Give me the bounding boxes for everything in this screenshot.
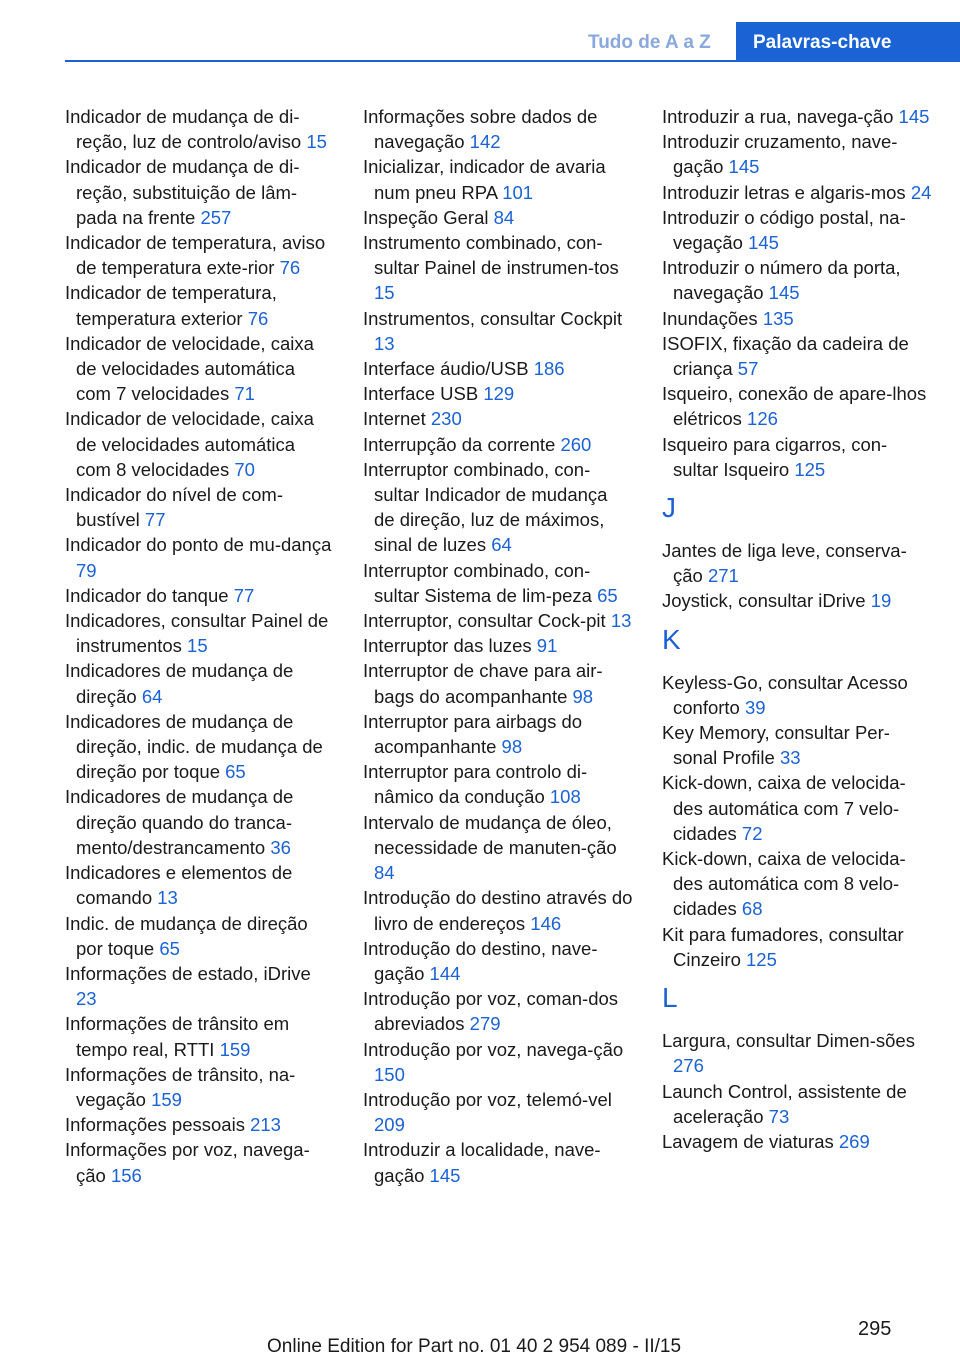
- index-entry: [363, 1137, 633, 1187]
- index-entry: [65, 1112, 335, 1137]
- index-entry-text: Introduzir a localidade, nave‐gação: [363, 1139, 601, 1186]
- index-entry: [363, 709, 633, 759]
- index-entry-text: Indicadores de mudança de direção: [65, 660, 294, 707]
- index-entry: [662, 255, 932, 305]
- index-entry: [662, 1028, 932, 1078]
- index-entry: [65, 709, 335, 785]
- index-entry-text: Inicializar, indicador de avaria num pneu RPA: [363, 156, 606, 203]
- index-entry: [662, 331, 932, 381]
- page-reference-link[interactable]: 73: [768, 1105, 790, 1127]
- index-entry-text: Indicador de mudança de di‐reção, luz de controlo/aviso: [65, 106, 302, 153]
- index-entry: [662, 720, 932, 770]
- page-reference-link[interactable]: 33: [779, 747, 801, 769]
- index-letter-heading: L: [662, 982, 678, 1014]
- page-reference-link[interactable]: 186: [533, 358, 565, 380]
- page-reference-link[interactable]: 65: [159, 937, 180, 959]
- index-entry: [65, 583, 335, 608]
- index-entry-text: Isqueiro, conexão de apare‐lhos elétricos: [662, 383, 927, 430]
- index-entry: [662, 180, 932, 205]
- index-entry: [363, 406, 633, 431]
- page-reference-link[interactable]: 145: [898, 106, 930, 127]
- index-entry: [363, 810, 633, 886]
- index-entry: [662, 670, 932, 720]
- index-entry-text: Introduzir o número da porta, navegação: [662, 257, 901, 304]
- index-entry-text: Intervalo de mudança de óleo, necessidade de manuten‐ção: [363, 811, 617, 858]
- index-entry-text: Indicadores de mudança de direção quando do tranca‐mento/destrancamento: [65, 786, 294, 858]
- page-reference-link[interactable]: 76: [247, 307, 269, 329]
- index-entry: [65, 280, 335, 330]
- index-entry: [662, 922, 932, 972]
- page-reference-link[interactable]: 101: [502, 181, 534, 203]
- page-reference-link[interactable]: 145: [429, 1164, 461, 1186]
- index-entry-text: Introdução do destino através do livro de endereços: [363, 887, 633, 934]
- index-entry-text: Introduzir o código postal, na‐vegação: [662, 206, 906, 254]
- page-reference-link[interactable]: 77: [144, 509, 166, 531]
- index-entry: [65, 658, 335, 708]
- page-reference-link[interactable]: 13: [374, 332, 395, 354]
- index-entry: [363, 356, 633, 381]
- index-column-2: [363, 104, 633, 1188]
- page-reference-link[interactable]: 271: [707, 565, 739, 587]
- index-column-1: [65, 104, 335, 1188]
- index-entry-text: Indicadores, consultar Painel de instrumentos: [65, 610, 329, 657]
- index-entry-text: Interruptor combinado, con‐sultar Indicador de mudança de direção, luz de máximos, sinal de luzes: [363, 458, 608, 556]
- index-entry-text: Interruptor para airbags do acompanhante: [363, 710, 583, 758]
- index-entry-text: Informações pessoais: [65, 1114, 245, 1136]
- page-reference-link[interactable]: 145: [748, 232, 779, 254]
- index-entry: [363, 658, 633, 708]
- page-header: [0, 22, 960, 62]
- index-entry: [662, 770, 932, 846]
- index-entry: [363, 432, 633, 457]
- page-reference-link[interactable]: 19: [870, 590, 892, 612]
- index-entry-text: Kit para fumadores, consultar Cinzeiro: [662, 923, 904, 970]
- page-reference-link[interactable]: 64: [491, 534, 512, 556]
- index-entry: [662, 1129, 932, 1154]
- index-entry: [662, 432, 932, 482]
- index-entry: [65, 961, 335, 1011]
- page-reference-link[interactable]: 98: [501, 736, 523, 758]
- index-entry: [363, 608, 633, 633]
- index-entry-text: Lavagem de viaturas: [662, 1130, 834, 1152]
- index-entry-text: Kick-down, caixa de velocida‐des automática com 7 velo‐cidades: [662, 772, 906, 844]
- index-entry: [662, 1079, 932, 1129]
- index-entry-text: Indic. de mudança de direção por toque: [65, 912, 308, 959]
- index-entry-text: Interface USB: [363, 383, 479, 405]
- index-entry-text: Indicador de velocidade, caixa de velocidades automática com 7 velocidades: [65, 332, 314, 405]
- keywords-tab[interactable]: Palavras-chave: [736, 22, 960, 62]
- page-reference-link[interactable]: 269: [838, 1130, 870, 1152]
- index-entry-text: Informações de estado, iDrive: [65, 962, 311, 984]
- index-entry-text: Launch Control, assistente de aceleração: [662, 1080, 907, 1127]
- index-entry-text: Indicador de temperatura, aviso de temperatura exte‐rior: [65, 232, 326, 279]
- index-entry: [662, 205, 932, 255]
- page-reference-link[interactable]: 15: [187, 635, 208, 657]
- page-reference-link[interactable]: 13: [157, 887, 178, 909]
- index-entry: [363, 1037, 633, 1087]
- index-entry: [65, 331, 335, 407]
- page-reference-link[interactable]: 279: [469, 1013, 501, 1035]
- index-entry: [65, 482, 335, 532]
- index-entry-text: Introdução por voz, coman‐dos abreviados: [363, 988, 619, 1035]
- index-entry: [662, 381, 932, 431]
- index-entry-text: Informações de trânsito em tempo real, RTTI: [65, 1013, 290, 1060]
- page-reference-link[interactable]: 108: [549, 786, 581, 808]
- index-entry-text: Isqueiro para cigarros, con‐sultar Isqueiro: [662, 433, 888, 480]
- index-entry-text: Indicador de velocidade, caixa de velocidades automática com 8 velocidades: [65, 408, 314, 480]
- index-entry-text: Indicador do ponto de mu‐dança: [65, 534, 332, 556]
- index-entry-text: Internet: [363, 408, 426, 430]
- index-entry: [65, 860, 335, 910]
- page-reference-link[interactable]: 145: [728, 156, 760, 178]
- page-reference-link[interactable]: 72: [741, 822, 763, 844]
- index-entry: [363, 104, 633, 154]
- index-entry-text: Introduzir a rua, navega‐ção: [662, 106, 894, 127]
- index-entry-text: Introdução por voz, navega‐ção: [363, 1038, 624, 1060]
- page-reference-link[interactable]: 57: [737, 358, 759, 380]
- index-entry-text: Introduzir letras e algaris‐mos: [662, 181, 906, 203]
- page-reference-link[interactable]: 135: [762, 307, 794, 329]
- page-reference-link[interactable]: 213: [250, 1114, 281, 1136]
- index-entry: [363, 306, 633, 356]
- page-reference-link[interactable]: 156: [110, 1164, 142, 1186]
- index-entry: [65, 532, 335, 582]
- page-reference-link[interactable]: 79: [76, 559, 97, 581]
- page-reference-link[interactable]: 260: [560, 433, 592, 455]
- page-reference-link[interactable]: 15: [374, 282, 395, 304]
- page-reference-link[interactable]: 23: [76, 988, 97, 1010]
- page-reference-link[interactable]: 276: [673, 1055, 704, 1077]
- page-reference-link[interactable]: 91: [536, 635, 558, 657]
- page-reference-link[interactable]: 76: [279, 257, 301, 279]
- index-entry-text: Introdução por voz, telemó‐vel: [363, 1088, 612, 1110]
- page-reference-link[interactable]: 77: [233, 584, 255, 606]
- index-entry: [363, 205, 633, 230]
- page-reference-link[interactable]: 144: [429, 962, 461, 984]
- index-entry: [662, 306, 932, 331]
- index-entry: [662, 588, 932, 613]
- index-entry-text: Interface áudio/USB: [363, 358, 529, 380]
- index-entry-text: Interruptor das luzes: [363, 635, 532, 657]
- section-tab[interactable]: Tudo de A a Z: [588, 32, 711, 53]
- index-entry: [662, 129, 932, 179]
- edition-footer: Online Edition for Part no. 01 40 2 954 089 - II/15: [267, 1336, 682, 1357]
- index-entry-text: Inspeção Geral: [363, 206, 489, 228]
- index-entry-text: Interruptor de chave para air‐bags do acompanhante: [363, 660, 603, 707]
- index-entry-text: Indicador do tanque: [65, 584, 229, 606]
- page-reference-link[interactable]: 142: [469, 131, 501, 153]
- index-entry-text: Inundações: [662, 307, 758, 329]
- page-reference-link[interactable]: 98: [572, 685, 594, 707]
- index-entry-text: Instrumentos, consultar Cockpit: [363, 307, 623, 329]
- page-reference-link[interactable]: 126: [747, 408, 778, 430]
- index-entry: [363, 558, 633, 608]
- index-column-3: [662, 104, 932, 1154]
- page-reference-link[interactable]: 39: [745, 696, 766, 718]
- index-entry: [662, 538, 932, 588]
- index-entry: [65, 104, 335, 154]
- index-entry-text: Informações de trânsito, na‐vegação: [65, 1063, 296, 1110]
- index-entry-text: Keyless-Go, consultar Acesso conforto: [662, 671, 908, 718]
- index-entry-text: Interruptor combinado, con‐sultar Sistema de lim‐peza: [363, 559, 592, 606]
- page-reference-link[interactable]: 36: [270, 836, 291, 858]
- index-entry-text: Indicador de temperatura, temperatura exterior: [65, 282, 277, 329]
- index-entry-text: Jantes de liga leve, conserva‐ção: [662, 540, 907, 587]
- index-entry: [65, 1011, 335, 1061]
- index-entry: [65, 406, 335, 482]
- page-reference-link[interactable]: 68: [741, 898, 763, 920]
- page-reference-link[interactable]: 145: [768, 282, 800, 304]
- index-entry-text: Introduzir cruzamento, nave‐gação: [662, 131, 898, 178]
- index-entry-text: Informações por voz, navega‐ção: [65, 1139, 310, 1186]
- page-reference-link[interactable]: 159: [151, 1088, 182, 1110]
- index-entry-text: Instrumento combinado, con‐sultar Painel de instrumen‐tos: [363, 232, 619, 279]
- index-entry: [363, 457, 633, 558]
- index-entry-text: Interruptor, consultar Cock‐pit: [363, 610, 606, 632]
- index-entry-text: Interrupção da corrente: [363, 433, 556, 455]
- index-entry: [363, 986, 633, 1036]
- page-reference-link[interactable]: 65: [597, 584, 618, 606]
- index-entry: [363, 885, 633, 935]
- index-entry-text: Key Memory, consultar Per‐sonal Profile: [662, 722, 890, 769]
- page-reference-link[interactable]: 146: [530, 912, 562, 934]
- page-reference-link[interactable]: 125: [794, 458, 826, 480]
- index-entry: [363, 936, 633, 986]
- page-reference-link[interactable]: 71: [234, 383, 255, 405]
- index-entry: [363, 381, 633, 406]
- page-reference-link[interactable]: 70: [234, 458, 255, 480]
- index-entry: [662, 846, 932, 922]
- page-number: 295: [858, 1318, 892, 1340]
- index-entry: [65, 1137, 335, 1187]
- page-reference-link[interactable]: 257: [200, 206, 232, 228]
- index-entry-text: Indicador de mudança de di‐reção, substituição de lâm‐pada na frente: [65, 156, 300, 228]
- page-reference-link[interactable]: 150: [374, 1063, 405, 1085]
- index-entry-text: Joystick, consultar iDrive: [662, 590, 866, 612]
- page-reference-link[interactable]: 15: [306, 131, 327, 153]
- index-entry-text: Indicadores e elementos de comando: [65, 862, 293, 909]
- index-entry: [65, 1062, 335, 1112]
- index-entry: [363, 759, 633, 809]
- page-reference-link[interactable]: 230: [430, 408, 462, 430]
- index-entry: [65, 608, 335, 658]
- index-entry: [65, 784, 335, 860]
- page-reference-link[interactable]: 84: [374, 862, 395, 884]
- index-entry-text: Indicador do nível de com‐bustível: [65, 484, 284, 531]
- index-entry: [662, 104, 932, 129]
- page-reference-link[interactable]: 159: [219, 1038, 251, 1060]
- page-reference-link[interactable]: 129: [483, 383, 515, 405]
- index-entry-text: Interruptor para controlo di‐nâmico da condução: [363, 761, 588, 808]
- index-entry: [65, 230, 335, 280]
- index-entry-text: Largura, consultar Dimen‐sões: [662, 1030, 915, 1052]
- index-entry: [363, 154, 633, 204]
- index-entry: [363, 230, 633, 306]
- index-letter-heading: K: [662, 623, 681, 655]
- page-reference-link[interactable]: 64: [141, 685, 163, 707]
- index-entry: [363, 633, 633, 658]
- index-entry-text: ISOFIX, fixação da cadeira de criança: [662, 332, 909, 380]
- index-entry-text: Kick-down, caixa de velocida‐des automática com 8 velo‐cidades: [662, 848, 906, 920]
- page-reference-link[interactable]: 209: [374, 1114, 405, 1136]
- index-entry-text: Informações sobre dados de navegação: [363, 106, 598, 153]
- index-entry: [65, 911, 335, 961]
- index-entry-text: Introdução do destino, nave‐gação: [363, 937, 598, 984]
- index-entry: [65, 154, 335, 230]
- index-entry: [363, 1087, 633, 1137]
- page-reference-link[interactable]: 13: [610, 610, 632, 632]
- page-reference-link[interactable]: 125: [746, 948, 777, 970]
- page-reference-link[interactable]: 84: [493, 206, 515, 228]
- index-entry-text: Indicadores de mudança de direção, indic. de mudança de direção por toque: [65, 710, 323, 783]
- index-letter-heading: J: [662, 492, 676, 524]
- page-reference-link[interactable]: 65: [225, 761, 246, 783]
- page-reference-link[interactable]: 24: [910, 181, 932, 203]
- header-rule: [65, 60, 960, 62]
